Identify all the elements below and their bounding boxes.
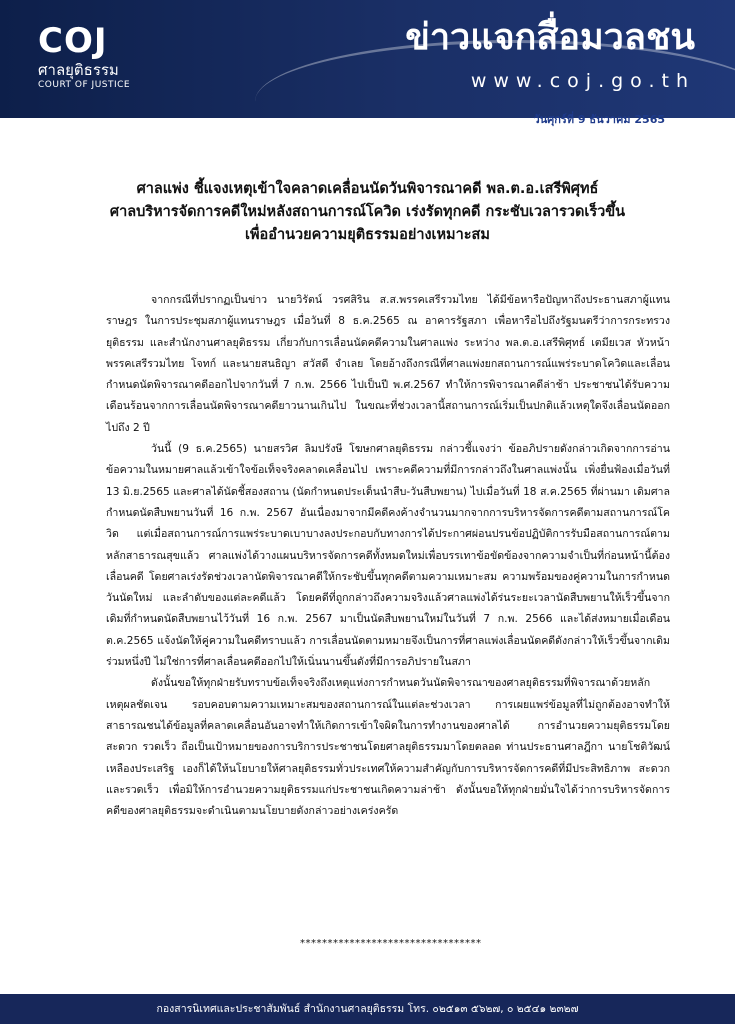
article-body bbox=[106, 290, 670, 822]
headline-line-3: เพื่ออำนวยความยุติธรรมอย่างเหมาะสม bbox=[245, 227, 490, 243]
paragraph-1: จากกรณีที่ปรากฏเป็นข่าว นายวิรัตน์ วรศสิริน ส.ส.พรรคเสรีรวมไทย ได้มีข้อหารือปัญหาถึงประธานสภาผู้แทนราษฎร ในการประชุมสภาผู้แทนราษฎร เมื่อวันที่ 8 ธ.ค.2565 ณ อาคารรัฐสภา เพื่อหารือไปถึงรัฐมนตรีว่าการกระทรวงยุติธรรม และสำนักงานศาลยุติธรรม เกี่ยวกับการเลื่อนนัดคดีความในศาลแพ่ง ระหว่าง พล.ต.อ.เสรีพิศุทธ์ เตมียเวส หัวหน้าพรรคเสรีรวมไทย โจทก์ และนายสนธิญา สวัสดี จำเลย โดยอ้างถึงกรณีที่ศาลแพ่งยกสถานการณ์แพร่ระบาดโควิดและเลื่อนกำหนดนัดพิจารณาคดีออกไปจากวันที่ 7 ก.พ. 2566 ไปเป็นปี พ.ศ.2567 ทำให้การพิจารณาคดีล่าช้า ประชาชนได้รับความเดือนร้อนจากการเลื่อนนัดพิจารณาคดียาวนานเกินไป ในขณะที่ช่วงเวลานี้สถานการณ์เริ่มเป็นปกติแล้วเหตุใดจึงเลื่อนนัดออกไปถึง 2 ปี bbox=[106, 294, 670, 434]
website-url: www.coj.go.th bbox=[470, 70, 695, 92]
coj-logo bbox=[38, 21, 131, 90]
headline-line-1: ศาลแพ่ง ชี้แจงเหตุเข้าใจคลาดเคลื่อนนัดวันพิจารณาคดี พล.ต.อ.เสรีพิศุทธ์ bbox=[136, 181, 599, 197]
headline bbox=[40, 178, 695, 247]
logo-thai-name: ศาลยุติธรรม bbox=[38, 61, 119, 79]
headline-line-2: ศาลบริหารจัดการคดีใหม่หลังสถานการณ์โควิด เร่งรัดทุกคดี กระชับเวลารวดเร็วขึ้น bbox=[109, 204, 626, 220]
paragraph-3: ดังนั้นขอให้ทุกฝ่ายรับทราบข้อเท็จจริงถึงเหตุแห่งการกำหนดวันนัดพิจารณาของศาลยุติธรรมที่พิจารณาด้วยหลักเหตุผลชัดเจน รอบคอบตามความเหมาะสมของสถานการณ์ในแต่ละช่วงเวลา การเผยแพร่ข้อมูลที่ไม่ถูกต้องอาจทำให้สาธารณชนได้ข้อมูลที่คลาดเคลื่อนอันอาจทำให้เกิดการเข้าใจผิดในการทำงานของศาลได้ การอำนวยความยุติธรรมโดยสะดวก รวดเร็ว ถือเป็นเป้าหมายของการบริการประชาชนโดยศาลยุติธรรมมาโดยตลอด ท่านประธานศาลฎีกา นายโชติวัฒน์ เหลืองประเสริฐ เองก็ได้ให้นโยบายให้ศาลยุติธรรมทั่วประเทศให้ความสำคัญกับการบริหารจัดการคดีที่มีประสิทธิภาพ สะดวกและรวดเร็ว เพื่อมิให้การอำนวยความยุติธรรมแก่ประชาชนเกิดความล่าช้า ดังนั้นขอให้ทุกฝ่ายมั่นใจได้ว่าการบริหารจัดการคดีของศาลยุติธรรมจะดำเนินตามนโยบายดังกล่าวอย่างเคร่งครัด bbox=[106, 677, 670, 818]
paragraph-2: วันนี้ (9 ธ.ค.2565) นายสรวิศ ลิมปรังษี โฆษกศาลยุติธรรม กล่าวชี้แจงว่า ข้ออภิปรายดังกล่าวเกิดจากการอ่านข้อความในหมายศาลแล้วเข้าใจข้อเท็จจริงคลาดเคลื่อนไป เพราะคดีความที่มีการกล่าวถึงในศาลแพ่งนั้น เพิ่งยื่นฟ้องเมื่อวันที่ 13 มิ.ย.2565 และศาลได้นัดชี้สองสถาน (นัดกำหนดประเด็นนำสืบ-วันสืบพยาน) ไปเมื่อวันที่ 18 ส.ค.2565 ที่ผ่านมา เดิมศาลกำหนดนัดสืบพยานวันที่ 16 ก.พ. 2567 อันเนื่องมาจากมีคดีคงค้างจำนวนมากจากการบริหารจัดการคดีตามสถานการณ์โควิด แต่เมื่อสถานการณ์การแพร่ระบาดเบาบางลงประกอบกับทางการได้ประกาศผ่อนปรนข้อปฏิบัติการรับมือสถานการณ์ตามหลักสาธารณสุขแล้ว ศาลแพ่งได้วางแผนบริหารจัดการคดีทั้งหมดใหม่เพื่อบรรเทาข้อขัดข้องจากความจำเป็นที่ก่อนหน้านี้ต้องเลื่อนคดี โดยศาลเร่งรัดช่วงเวลานัดพิจารณาคดีให้กระชับขึ้นทุกคดีตามความเหมาะสม ความพร้อมของคู่ความในการกำหนดวันนัดใหม่ และลำดับของแต่ละคดีแล้ว โดยคดีที่ถูกกล่าวถึงความจริงแล้วศาลแพ่งได้ร่นระยะเวลานัดสืบพยานให้เร็วขึ้นจากเดิมที่กำหนดนัดสืบพยานไว้วันที่ 16 ก.พ. 2567 มาเป็นนัดสืบพยานใหม่ในวันที่ 7 ก.พ. 2566 และได้ส่งหมายเมื่อเดือน ต.ค.2565 แจ้งนัดให้คู่ความในคดีทราบแล้ว การเลื่อนนัดตามหมายจึงเป็นการที่ศาลแพ่งเลื่อนนัดคดีดังกล่าวให้เร็วขึ้นจากเดิมร่วมหนึ่งปี ไม่ใช่การที่ศาลเลื่อนคดีออกไปให้เนิ่นนานขึ้นดังที่มีการอภิปรายในสภา bbox=[106, 443, 670, 669]
release-date: วันศุกร์ที่ 9 ธันวาคม 2565 bbox=[533, 113, 665, 126]
logo-english-name: COURT OF JUSTICE bbox=[38, 80, 131, 90]
footer-contact: กองสารนิเทศและประชาสัมพันธ์ สำนักงานศาลยุติธรรม โทร. ๐๒๕๑๓ ๕๖๒๗, ๐ ๒๕๔๑ ๒๓๒๗ bbox=[0, 994, 735, 1024]
separator: ********************************* bbox=[300, 938, 482, 949]
press-release-header bbox=[0, 0, 735, 118]
header-title: ข่าวแจกสื่อมวลชน bbox=[405, 17, 695, 58]
logo-text: COJ bbox=[38, 21, 108, 61]
